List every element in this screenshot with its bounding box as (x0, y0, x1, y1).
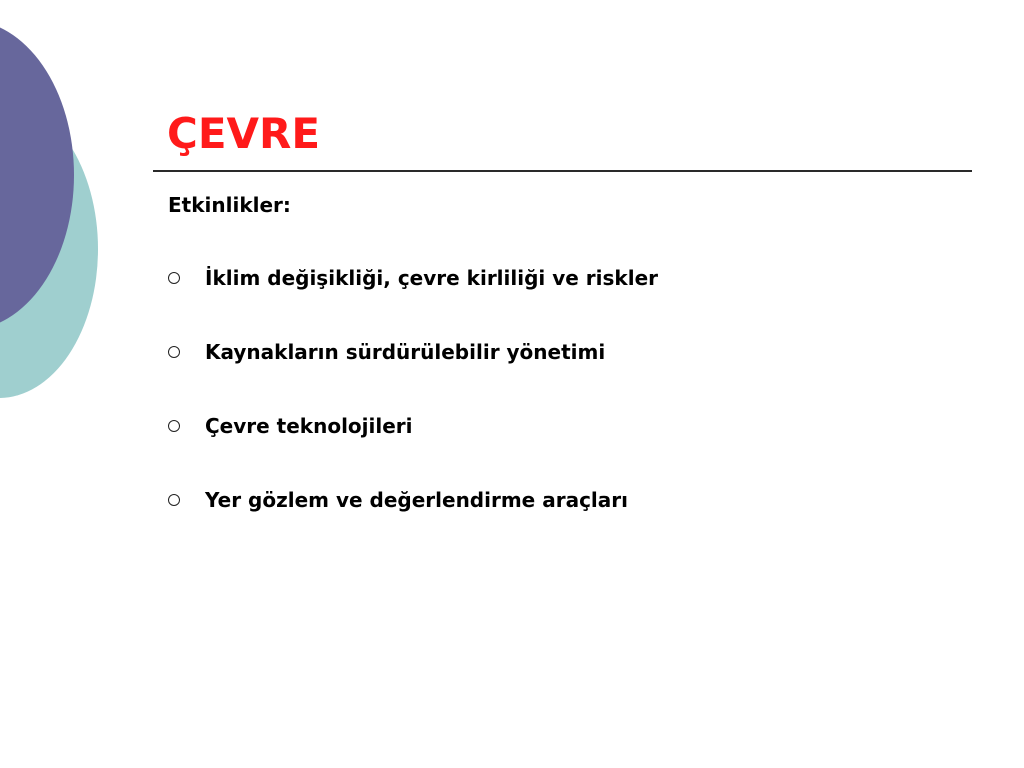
bullet-list (168, 262, 658, 558)
bullet-text: Yer gözlem ve değerlendirme araçları (205, 488, 628, 512)
hollow-circle-bullet-icon (168, 346, 180, 358)
hollow-circle-bullet-icon (168, 420, 180, 432)
bullet-text: Çevre teknolojileri (205, 414, 413, 438)
bullet-item (168, 410, 658, 442)
bullet-text: İklim değişikliği, çevre kirliliği ve riskler (205, 266, 659, 290)
bullet-item (168, 484, 658, 516)
slide-title: ÇEVRE (167, 109, 321, 158)
bullet-text: Kaynakların sürdürülebilir yönetimi (205, 340, 606, 364)
bullet-item (168, 262, 658, 294)
bullet-item (168, 336, 658, 368)
section-heading: Etkinlikler: (168, 193, 291, 217)
hollow-circle-bullet-icon (168, 272, 180, 284)
title-divider (153, 170, 972, 172)
hollow-circle-bullet-icon (168, 494, 180, 506)
